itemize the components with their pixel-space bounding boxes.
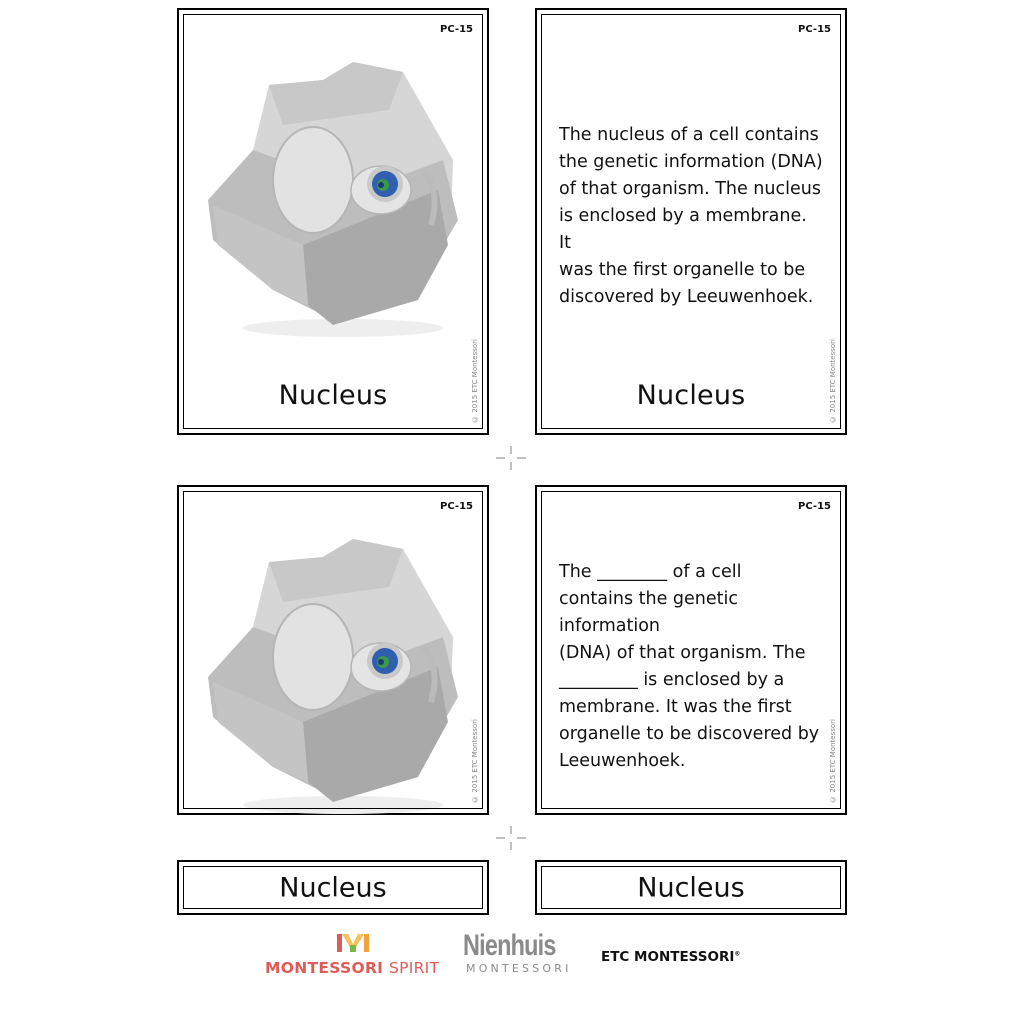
etc-montessori-text: ETC MONTESSORI xyxy=(601,949,735,965)
montessori-spirit-logo-icon xyxy=(335,931,371,955)
picture-card-bottom xyxy=(177,485,489,815)
card-code: PC-15 xyxy=(798,24,831,35)
card-code: PC-15 xyxy=(440,24,473,35)
label-text: Nucleus xyxy=(279,872,387,903)
cut-mark-icon xyxy=(496,446,526,470)
definition-line: organelle to be discovered by xyxy=(559,724,820,744)
definition-text xyxy=(559,122,823,311)
label-card-left xyxy=(177,860,489,915)
card-code: PC-15 xyxy=(440,501,473,512)
copyright: © 2015 ETC Montessori xyxy=(829,719,837,803)
definition-line: membrane. It was the first xyxy=(559,697,792,717)
nienhuis-subtitle: MONTESSORI xyxy=(466,962,572,975)
definition-line: Leeuwenhoek. xyxy=(559,751,686,771)
blank-definition-text xyxy=(559,559,823,775)
registered-mark: ® xyxy=(734,950,741,958)
definition-line: discovered by Leeuwenhoek. xyxy=(559,287,814,307)
montessori-spirit-light: SPIRIT xyxy=(388,959,440,977)
definition-card-top xyxy=(535,8,847,435)
plant-cell-illustration xyxy=(193,517,477,817)
definition-line: contains the genetic information xyxy=(559,589,738,636)
copyright: © 2015 ETC Montessori xyxy=(471,719,479,803)
definition-line: The nucleus of a cell contains xyxy=(559,125,819,145)
card-title: Nucleus xyxy=(636,380,746,411)
plant-cell-illustration xyxy=(193,40,477,340)
montessori-spirit-bold: MONTESSORI xyxy=(265,959,384,977)
card-title: Nucleus xyxy=(278,380,388,411)
etc-montessori-logo xyxy=(601,949,740,965)
cut-mark-icon xyxy=(496,826,526,850)
definition-line: _________ is enclosed by a xyxy=(559,670,785,690)
card-code: PC-15 xyxy=(798,501,831,512)
definition-line: the genetic information (DNA) xyxy=(559,152,823,172)
montessori-spirit-logo xyxy=(265,959,439,977)
label-card-right xyxy=(535,860,847,915)
brand-footer xyxy=(0,925,1024,985)
definition-line: (DNA) of that organism. The xyxy=(559,643,806,663)
definition-line: was the first organelle to be xyxy=(559,260,806,280)
picture-card-top xyxy=(177,8,489,435)
nienhuis-logo: Nienhuis xyxy=(463,929,556,962)
definition-line: is enclosed by a membrane. It xyxy=(559,206,807,253)
definition-line: of that organism. The nucleus xyxy=(559,179,821,199)
definition-line: The ________ of a cell xyxy=(559,562,742,582)
copyright: © 2015 ETC Montessori xyxy=(829,339,837,423)
label-text: Nucleus xyxy=(637,872,745,903)
copyright: © 2015 ETC Montessori xyxy=(471,339,479,423)
blank-definition-card xyxy=(535,485,847,815)
